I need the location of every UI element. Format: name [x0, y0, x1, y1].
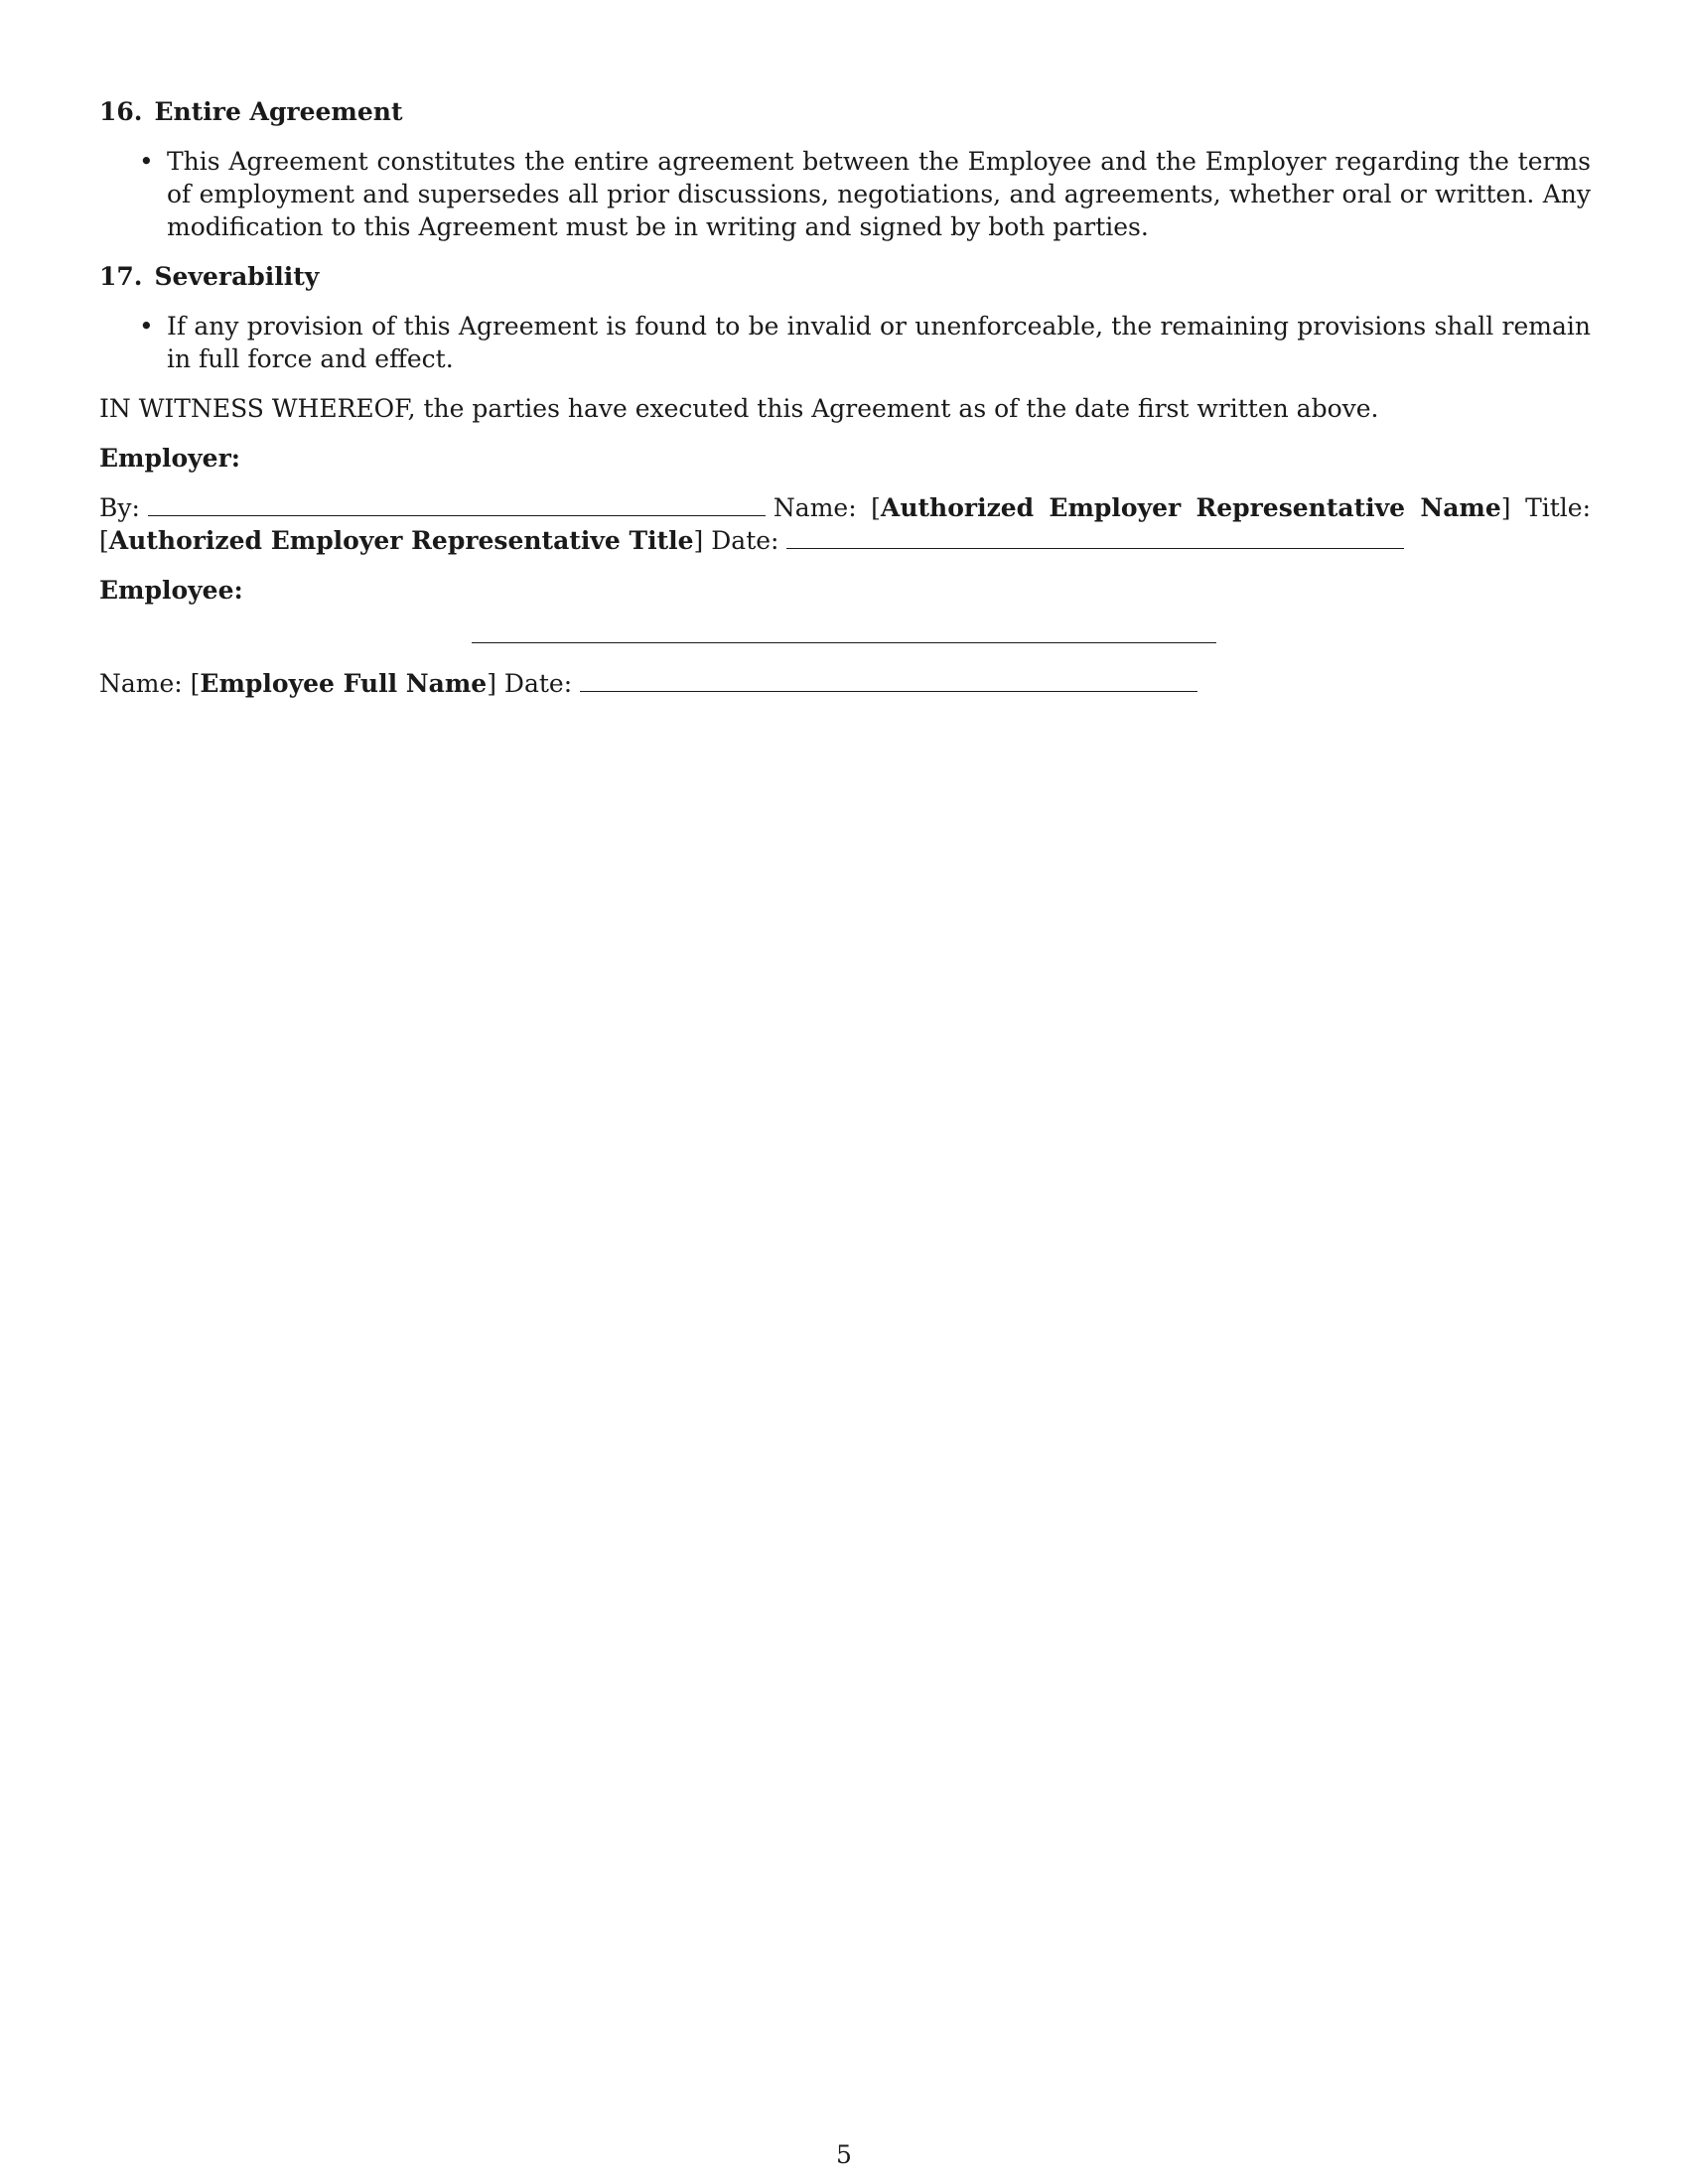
section-number: 17.: [99, 262, 143, 291]
page-number: 5: [836, 2140, 852, 2169]
bullet-icon: •: [139, 312, 154, 341]
employer-date-label: Date:: [711, 526, 779, 555]
witness-paragraph: IN WITNESS WHEREOF, the parties have executed this Agreement as of the date first written above.: [99, 394, 1379, 423]
bullet-list: [99, 145, 1591, 243]
employee-name-label: Name:: [99, 669, 183, 698]
document-page: [99, 95, 1591, 717]
list-item: [99, 310, 1591, 375]
section-title: Severability: [154, 262, 320, 291]
employer-name-value: Authorized Employer Representative Name: [880, 493, 1501, 522]
section-heading-16: [99, 95, 1591, 128]
employer-date-line[interactable]: [786, 526, 1404, 549]
employee-signature-block: Name: [Employee Full Name] Date:: [99, 667, 1591, 700]
employer-title-label: Title:: [1525, 493, 1591, 522]
employer-title-value: Authorized Employer Representative Title: [108, 526, 694, 555]
by-label: By:: [99, 493, 140, 522]
bullet-text: If any provision of this Agreement is found to be invalid or unenforceable, the remaining provisions shall remain in full force and effect.: [167, 312, 1591, 373]
employer-signature-line[interactable]: [148, 493, 766, 516]
employer-label: Employer:: [99, 444, 240, 473]
section-heading-17: [99, 260, 1591, 293]
section-title: Entire Agreement: [154, 97, 403, 126]
list-item: [99, 145, 1591, 243]
bullet-icon: •: [139, 147, 154, 176]
employee-label: Employee:: [99, 576, 243, 605]
employee-name-value: Employee Full Name: [200, 669, 488, 698]
employer-name-label: Name:: [773, 493, 857, 522]
employee-date-label: Date:: [503, 669, 573, 698]
bullet-text: This Agreement constitutes the entire agreement between the Employee and the Employer regarding the terms of employment and supersedes all prior discussions, negotiations, and agreements, whether oral or written. Any modification to this Agreement must be in writing and signed by both parties.: [167, 147, 1591, 241]
bullet-list: [99, 310, 1591, 375]
section-number: 16.: [99, 97, 143, 126]
employee-signature-line[interactable]: [472, 642, 1216, 643]
employee-date-line[interactable]: [580, 669, 1197, 692]
employer-signature-block: By: Name: [Authorized Employer Representative Name] Title: [Authorized Employer Representative Title] Date:: [99, 493, 1591, 555]
